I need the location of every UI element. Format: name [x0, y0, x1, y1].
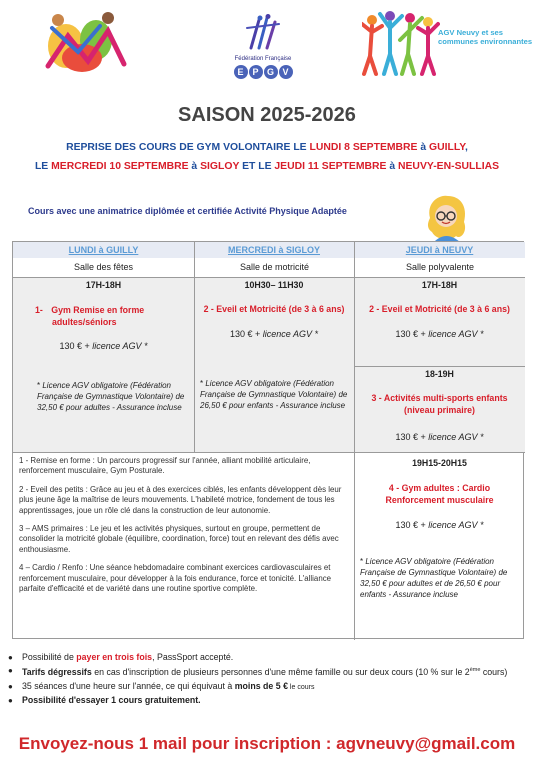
- jeudi-time-1: 17H-18H: [421, 280, 458, 290]
- mercredi-time: 10H30– 11H30: [244, 280, 304, 290]
- lundi-licence-note: * Licence AGV obligatoire (Fédération Française de Gymnastique Volontaire) de 32,50 € pour adultes - Assurance incluse: [37, 381, 185, 412]
- grid-line: [354, 366, 525, 367]
- info-bullet-list: [8, 652, 528, 707]
- instructor-note: Cours avec une animatrice diplômée et certifiée Activité Physique Adaptée: [28, 206, 347, 216]
- bullet-icon: ●: [8, 681, 13, 691]
- epgv-logo: [226, 14, 300, 90]
- agv-label: AGV Neuvy et ses communes environnantes: [438, 28, 533, 46]
- bullet-item: ● Possibilité d'essayer 1 cours gratuitement.: [8, 695, 201, 706]
- description-item: 1 - Remise en forme : Un parcours progressif sur l'année, alliant mobilité articulaire, renforcement musculaire, Gym Posturale.: [19, 456, 311, 476]
- course-title: adultes/séniors: [52, 317, 117, 327]
- lundi-course: [35, 304, 144, 328]
- logo-letter: G: [264, 65, 278, 79]
- jeudi-course-1: 2 - Eveil et Motricité (de 3 à 6 ans): [369, 304, 510, 314]
- room-mercredi: Salle de motricité: [195, 258, 354, 277]
- day-header-lundi: LUNDI à GUILLY: [68, 245, 139, 255]
- jeudi-licence-note: * Licence AGV obligatoire (Fédération Française de Gymnastique Volontaire) de 32,50 € pour adultes et de 26,50 € pour enfants - Assurance incluse: [360, 557, 508, 599]
- subtitle-line-1: REPRISE DES COURS DE GYM VOLONTAIRE LE LUNDI 8 SEPTEMBRE à GUILLY,: [66, 142, 468, 153]
- instructor-avatar-icon: [420, 192, 472, 244]
- lundi-price: 130 € + licence AGV *: [59, 341, 148, 351]
- jeudi-price-2: 130 € + licence AGV *: [395, 432, 484, 442]
- grid-line: [13, 277, 525, 278]
- cell-bg: [194, 277, 354, 366]
- jeudi-course-3: 4 - Gym adultes : Cardio Renforcement musculaire: [385, 483, 494, 505]
- jeudi-course-2: 3 - Activités multi-sports enfants (niveau primaire): [371, 393, 508, 415]
- federation-label: Fédération Française: [234, 56, 292, 62]
- bullet-icon: ●: [8, 653, 13, 662]
- logo-letter: P: [249, 65, 263, 79]
- day-header-jeudi: JEUDI à NEUVY: [405, 245, 474, 255]
- gymnasts-icon: [38, 6, 134, 78]
- jeudi-time-3: 19H15-20H15: [412, 458, 467, 468]
- cell-bg: [354, 277, 525, 366]
- bullet-item: ● Tarifs dégressifs en cas d'inscription de plusieurs personnes d'une même famille ou sur deux cours (10 % sur le 2ème cours): [8, 666, 508, 678]
- jeudi-time-2: 18-19H: [425, 369, 454, 379]
- signup-email-cta[interactable]: Envoyez-nous 1 mail pour inscription : agvneuvy@gmail.com: [18, 734, 516, 753]
- federation-figures-icon: [243, 14, 283, 50]
- description-item: 2 - Eveil des petits : Grâce au jeu et à des exercices ciblés, les enfants développent dès leur plus jeune âge la maîtrise de leurs mouvements. L'habileté motrice, fondement de tous les apprentissages, joue un rôle clé dans la construction de leur autonomie.: [19, 484, 342, 515]
- page-title: SAISON 2025-2026: [178, 104, 356, 126]
- bullet-item: ● 35 séances d'une heure sur l'année, ce qui équivaut à moins de 5 € le cours: [8, 680, 315, 691]
- course-number: 1-: [35, 305, 43, 315]
- mercredi-course: 2 - Eveil et Motricité (de 3 à 6 ans): [203, 304, 345, 314]
- room-lundi: Salle des fêtes: [13, 258, 194, 277]
- bullet-icon: ●: [8, 696, 13, 706]
- bullet-item: ● Possibilité de payer en trois fois, PassSport accepté.: [8, 652, 234, 662]
- subtitle-line-2: LE MERCREDI 10 SEPTEMBRE à SIGLOY ET LE JEUDI 11 SEPTEMBRE à NEUVY-EN-SULLIAS: [34, 161, 500, 172]
- room-jeudi: Salle polyvalente: [355, 258, 525, 277]
- course-descriptions: [19, 456, 349, 602]
- lundi-time: 17H-18H: [85, 280, 122, 290]
- jeudi-price-1: 130 € + licence AGV *: [395, 329, 484, 339]
- mercredi-licence-note: * Licence AGV obligatoire (Fédération Française de Gymnastique Volontaire) de 26,50 € pour enfants - Assurance incluse: [200, 379, 348, 410]
- description-item: 3 – AMS primaires : Le jeu et les activités physiques, surtout en groupe, permettent de consolider la motricité globale (équilibre, coordination, force) tout en relevant des défis avec enthousiasme.: [19, 524, 339, 554]
- jeudi-price-3: 130 € + licence AGV *: [395, 520, 484, 530]
- day-header-mercredi: MERCREDI à SIGLOY: [227, 245, 320, 255]
- logo-letter: V: [279, 65, 293, 79]
- grid-line: [13, 452, 525, 453]
- epgv-letters: [226, 65, 300, 79]
- logo-letter: E: [234, 65, 248, 79]
- bullet-icon: ●: [8, 666, 13, 676]
- description-item: 4 – Cardio / Renfo : Une séance hebdomadaire combinant exercices cardiovasculaires et renforcement musculaire, pour développer à la fois endurance, force et tonicité. L'alliance parfaite d'efficacité et de variété dans une routine sportive complète.: [19, 563, 332, 594]
- mercredi-price: 130 € + licence AGV *: [230, 329, 318, 339]
- course-title: Gym Remise en forme: [51, 305, 145, 315]
- schedule-table: [12, 241, 524, 639]
